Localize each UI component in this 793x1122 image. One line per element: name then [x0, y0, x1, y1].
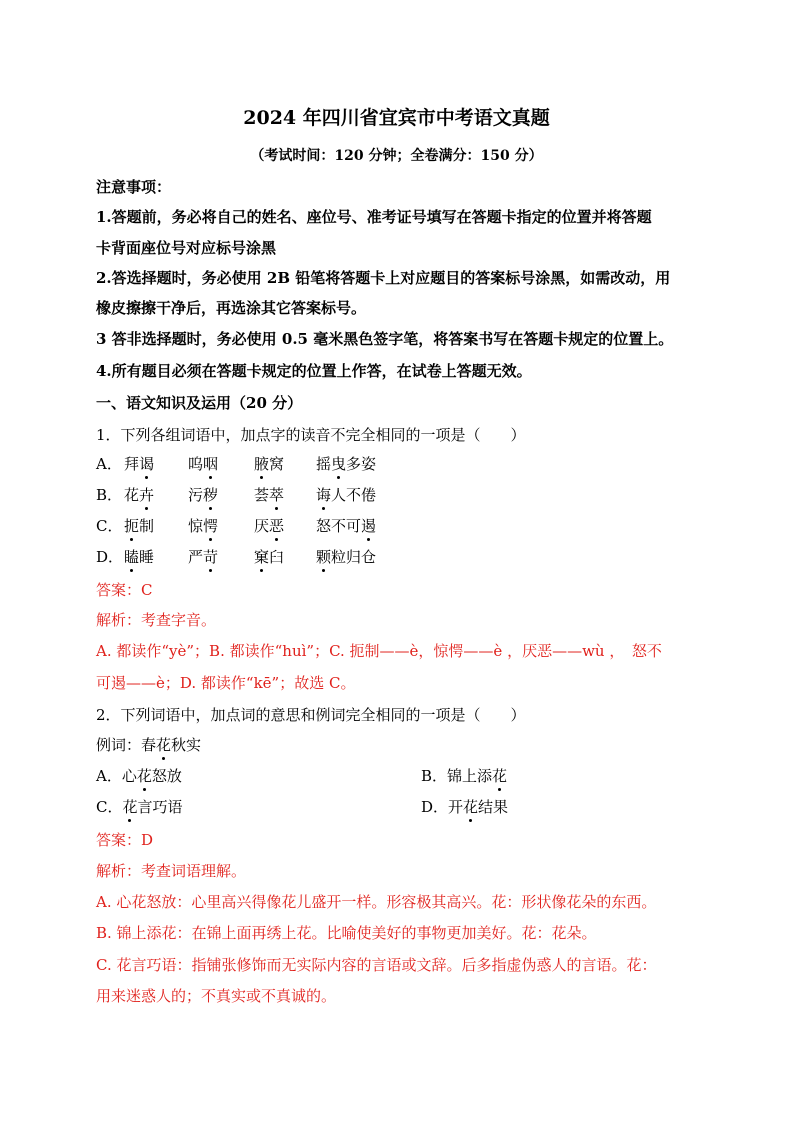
question-1-option-c [96, 516, 596, 536]
notice-item-1-line-1: 1.答题前，务必将自己的姓名、座位号、准考证号填写在答题卡指定的位置并将答题 [96, 208, 652, 226]
question-2-example: 例词：春花秋实 [96, 736, 202, 754]
option-word-4: 怒不可遏 [316, 517, 377, 535]
page-title: 2024 年四川省宜宾市中考语文真题 [243, 107, 550, 129]
option-label: D． [96, 548, 124, 566]
question-2-stem: 2．下列词语中，加点词的意思和例词完全相同的一项是（ ） [96, 706, 526, 724]
option-word-3: 腋窝 [254, 455, 285, 473]
question-1-answer: 答案：C [96, 581, 153, 599]
page-subtitle: （考试时间：120 分钟；全卷满分：150 分） [250, 148, 543, 164]
option-label: A． [96, 455, 122, 473]
question-2-option-b: B．锦上添花 [421, 767, 508, 785]
option-word-4: 摇曳多姿 [316, 455, 377, 473]
notice-item-3: 3 答非选择题时，务必使用 0.5 毫米黑色签字笔，将答案书写在答题卡规定的位置上。 [96, 330, 674, 348]
notice-heading: 注意事项： [96, 178, 172, 196]
question-1-option-a [96, 454, 596, 474]
question-2-analysis-b: B. 锦上添花：在锦上面再绣上花。比喻使美好的事物更加美好。花：花朵。 [96, 924, 597, 942]
option-word-1: 花卉 [124, 486, 155, 504]
question-2-option-a: A．心花怒放 [96, 767, 182, 785]
question-1-analysis-line-1: A. 都读作“yè”；B. 都读作“huì”；C. 扼制——è，惊愕——è ，厌恶——wù ， 怒不 [96, 642, 662, 660]
question-1-option-d [96, 547, 596, 567]
notice-item-2-line-2: 橡皮擦擦干净后，再选涂其它答案标号。 [96, 299, 367, 317]
option-word-2: 严苛 [188, 548, 219, 566]
option-word-2: 呜咽 [188, 455, 219, 473]
option-word-4: 诲人不倦 [316, 486, 377, 504]
option-word-3: 厌恶 [254, 517, 285, 535]
option-word-1: 扼制 [124, 517, 155, 535]
question-2-option-d: D．开花结果 [421, 798, 509, 816]
question-2-analysis-a: A. 心花怒放：心里高兴得像花儿盛开一样。形容极其高兴。花：形状像花朵的东西。 [96, 893, 657, 911]
question-2-option-c: C．花言巧语 [96, 798, 183, 816]
question-1-analysis-label: 解析：考查字音。 [96, 611, 217, 629]
option-word-4: 颗粒归仓 [316, 548, 377, 566]
section-heading: 一、语文知识及运用（20 分） [96, 394, 303, 412]
question-1-stem: 1．下列各组词语中，加点字的读音不完全相同的一项是（ ） [96, 426, 526, 444]
notice-item-2-line-1: 2.答选择题时，务必使用 2B 铅笔将答题卡上对应题目的答案标号涂黑，如需改动，用 [96, 269, 671, 287]
question-2-answer: 答案：D [96, 831, 154, 849]
option-word-3: 窠臼 [254, 548, 285, 566]
question-2-analysis-c-line-2: 用来迷惑人的；不真实或不真诚的。 [96, 987, 337, 1005]
question-2-analysis-label: 解析：考查词语理解。 [96, 862, 247, 880]
option-label: B． [96, 486, 123, 504]
question-1-analysis-line-2: 可遏——è；D. 都读作“kē”；故选 C。 [96, 674, 356, 692]
option-word-2: 惊愕 [188, 517, 219, 535]
notice-item-1-line-2: 卡背面座位号对应标号涂黑 [96, 239, 277, 257]
option-word-3: 荟萃 [254, 486, 285, 504]
option-word-2: 污秽 [188, 486, 219, 504]
question-2-analysis-c-line-1: C. 花言巧语：指铺张修饰而无实际内容的言语或文辞。后多指虚伪惑人的言语。花： [96, 956, 657, 974]
question-1-option-b [96, 485, 596, 505]
option-word-1: 瞌睡 [124, 548, 155, 566]
option-word-1: 拜谒 [124, 455, 155, 473]
option-label: C． [96, 517, 123, 535]
notice-item-4: 4.所有题目必须在答题卡规定的位置上作答，在试卷上答题无效。 [96, 362, 532, 380]
